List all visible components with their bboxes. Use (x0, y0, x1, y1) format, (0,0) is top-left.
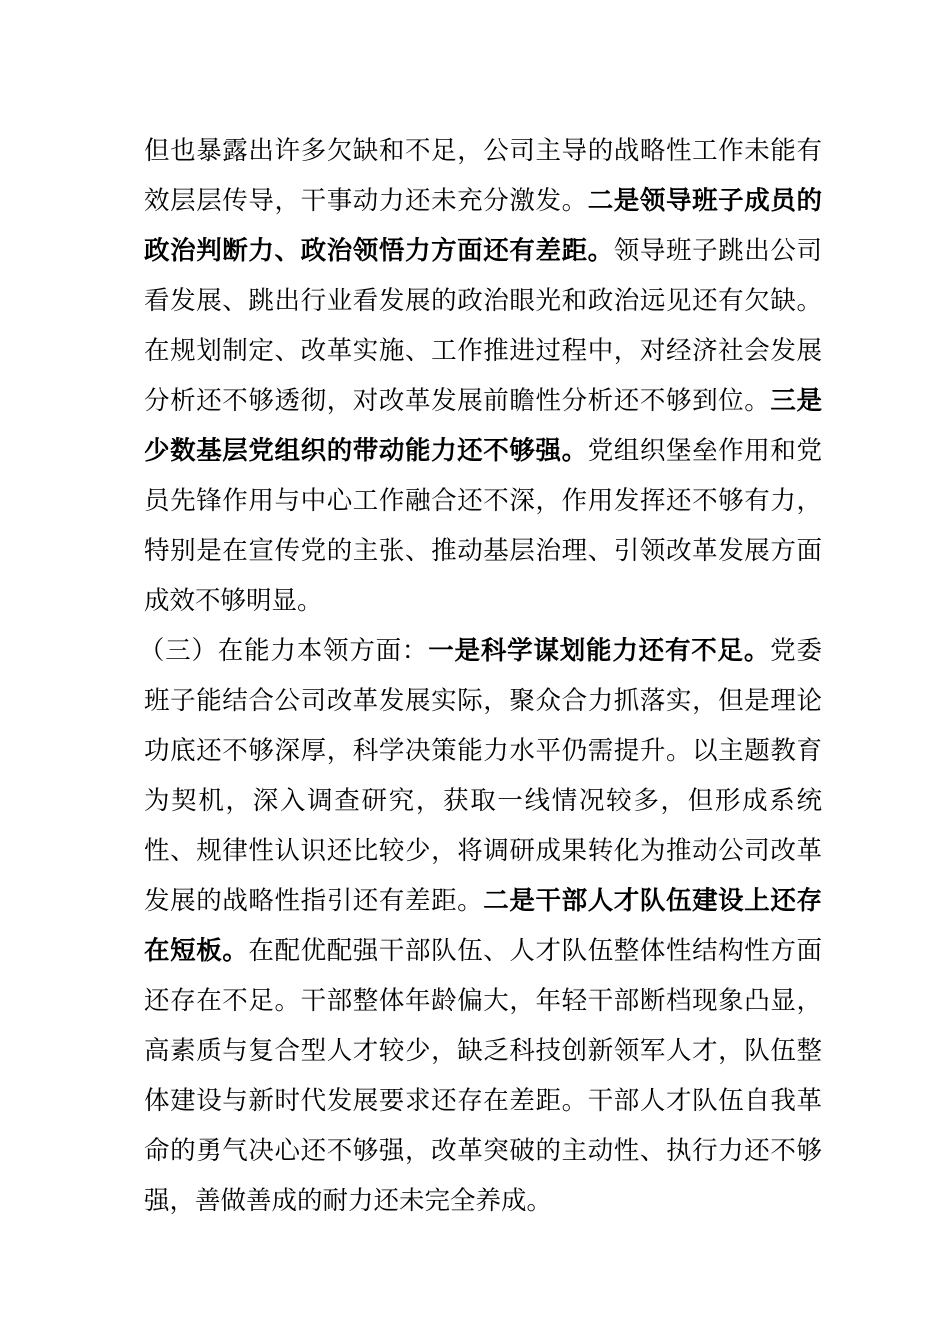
p2-seg-0: （三）在能力本领方面： (138, 636, 429, 666)
document-body (138, 126, 822, 1226)
p1-seg-3-bold: 三是少数基层党组织的带动能力还不够强。 (144, 386, 822, 466)
p1-seg-4: 党组织堡垒作用和党员先锋作用与中心工作融合还不深，作用发挥还不够有力，特别是在宣传党的主张、推动基层治理、引领改革发展方面成效不够明显。 (144, 436, 822, 616)
p1-seg-2: 领导班子跳出公司看发展、跳出行业看发展的政治眼光和政治远见还有欠缺。在规划制定、改革实施、工作推进过程中，对经济社会发展分析还不够透彻，对改革发展前瞻性分析还不够到位。 (144, 236, 822, 416)
p2-seg-4: 在配优配强干部队伍、人才队伍整体性结构性方面还存在不足。干部整体年龄偏大，年轻干部断档现象凸显，高素质与复合型人才较少，缺乏科技创新领军人才，队伍整体建设与新时代发展要求还存在差距。干部人才队伍自我革命的勇气决心还不够强，改革突破的主动性、执行力还不够强，善做善成的耐力还未完全养成。 (144, 936, 822, 1216)
p2-seg-3-bold: 二是干部人才队伍建设上还存在短板。 (144, 886, 822, 966)
paragraph-1 (144, 126, 822, 626)
paragraph-2 (138, 626, 822, 1226)
p1-seg-1-bold: 二是领导班子成员的政治判断力、政治领悟力方面还有差距。 (144, 186, 822, 266)
p1-seg-0: 但也暴露出许多欠缺和不足，公司主导的战略性工作未能有效层层传导，干事动力还未充分激发。 (144, 136, 822, 216)
p2-seg-1-bold: 一是科学谋划能力还有不足。 (428, 636, 771, 666)
p2-seg-2: 党委班子能结合公司改革发展实际，聚众合力抓落实，但是理论功底还不够深厚，科学决策能力水平仍需提升。以主题教育为契机，深入调查研究，获取一线情况较多，但形成系统性、规律性认识还比较少，将调研成果转化为推动公司改革发展的战略性指引还有差距。 (144, 636, 822, 916)
